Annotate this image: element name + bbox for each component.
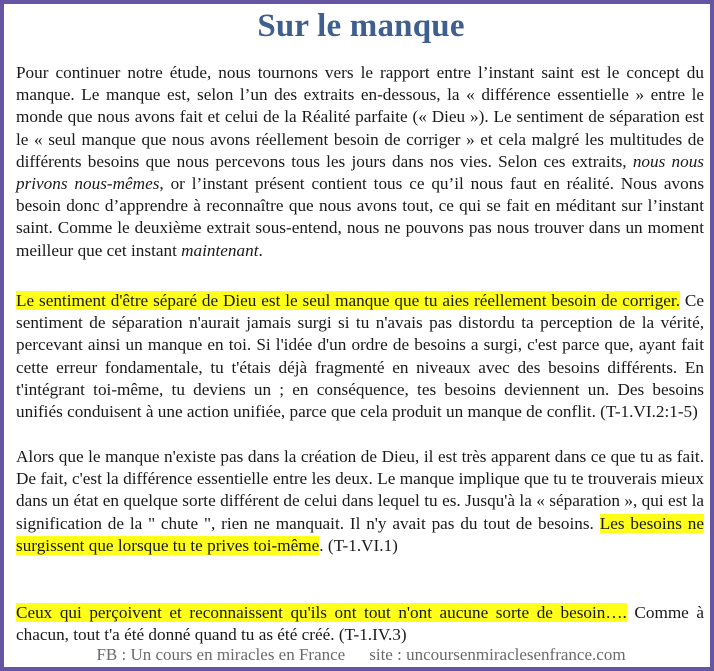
quote-paragraph-1 (16, 290, 704, 423)
text-segment: Alors que le manque n'existe pas dans la création de Dieu, il est très apparent dans ce que tu as fait. De fait, c'est la différence essentielle entre les deux. Le manque implique que tu te trouverais mieux dans un état en quelque sorte différent de celui dans lequel tu es. Jusqu'à la « séparation », qui est la signification de la " chute ", rien ne manquait. Il n'y avait pas du tout de besoins. (16, 447, 704, 533)
footer-site: site : uncoursenmiraclesenfrance.com (369, 645, 626, 664)
quote-paragraph-2 (16, 446, 704, 557)
text-segment: . (258, 240, 263, 260)
footer (4, 644, 714, 666)
highlighted-segment: Ceux qui perçoivent et reconnaissent qu'ils ont tout n'ont aucune sorte de besoin…. (16, 603, 627, 622)
footer-facebook: FB : Un cours en miracles en France (96, 645, 346, 664)
text-segment: Ce sentiment de séparation n'aurait jamais surgi si tu n'avais pas distordu ta perception de la vérité, percevant ainsi un manque en toi. Si l'idée d'un ordre de besoins a surgi, c'est parce que, ayant fait cette erreur fondamentale, tu t'étais déjà fragmenté en niveaux avec des besoins différents. En t'intégrant toi-même, tu deviens un ; en conséquence, tes besoins deviennent un. Des besoins unifiés conduisent à une action unifiée, parce que cela produit un manque de conflit. (16, 291, 704, 422)
intro-paragraph (16, 62, 704, 262)
text-segment: Pour continuer notre étude, nous tournons vers le rapport entre l’instant saint est le concept du manque. Le manque est, selon l’un des extraits en-dessous, la « différence essentielle » entre le monde que nous avons fait et celui de la Réalité parfaite (« Dieu »). Le sentiment de séparation est le « seul manque que nous avons réellement besoin de corriger » et cela malgré les multitudes de différents besoins que nous percevons tous les jours dans nos vies. Selon ces extraits, (16, 63, 704, 171)
highlighted-segment: Le sentiment d'être séparé de Dieu est le seul manque que tu aies réellement besoin de corriger. (16, 291, 681, 310)
italic-segment: nous nous privons nous-mêmes (16, 151, 704, 194)
citation: (T-1.VI.2:1-5) (600, 402, 698, 422)
highlighted-segment: Les besoins ne surgissent que lorsque tu te prives toi-même (16, 513, 704, 555)
text-segment: Comme à chacun, tout t'a été donné quand tu as été créé. (T-1.IV.3) (16, 603, 704, 645)
text-segment: , or l’instant présent contient tous ce qu’il nous faut en réalité. Nous avons besoin donc d’apprendre à reconnaître que nous avons tout, ce qui se fait en méditant sur l’instant saint. Comme le deuxième extrait sous-entend, nous ne pouvons pas nous trouver dans un moment meilleur que cet instant (16, 174, 705, 260)
page-title: Sur le manque (257, 8, 465, 44)
italic-segment: maintenant (181, 240, 259, 260)
quote-paragraph-3 (16, 602, 704, 646)
text-segment: . (T-1.VI.1) (319, 535, 398, 555)
